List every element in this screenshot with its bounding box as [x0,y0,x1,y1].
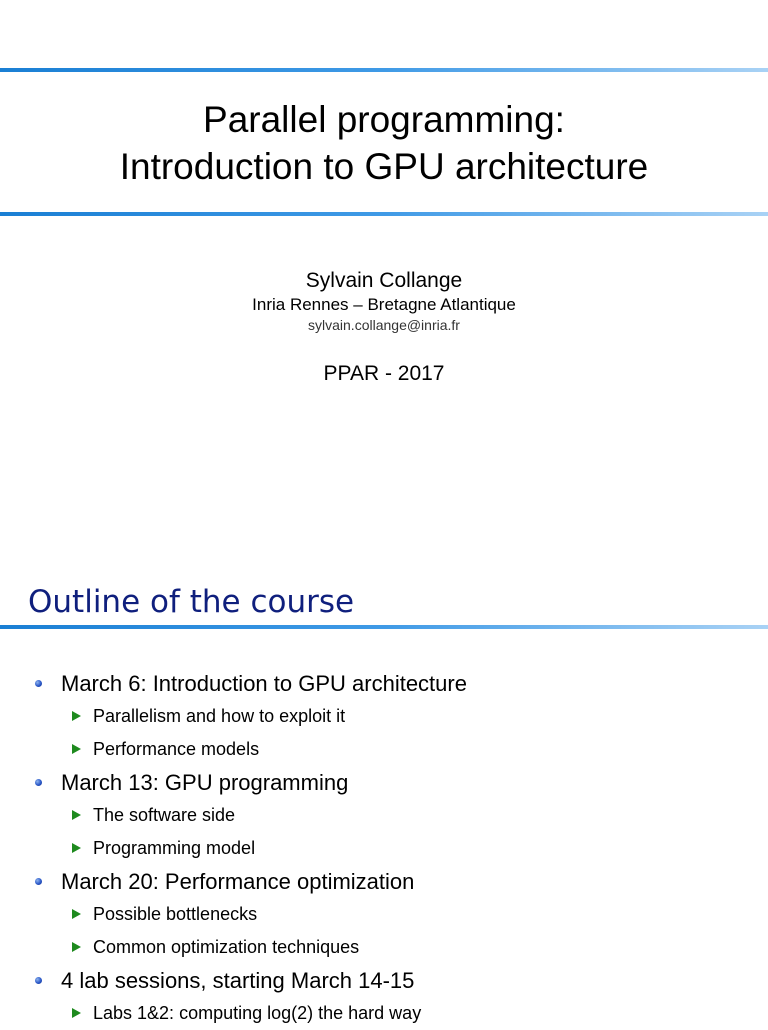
outline-item-text: 4 lab sessions, starting March 14-15 [61,968,415,993]
bullet-dot-icon [35,878,42,885]
title-bottom-rule [0,212,768,216]
title-top-rule [0,68,768,72]
bullet-dot-icon [35,680,42,687]
bullet-arrow-icon [72,942,81,952]
bullet-arrow-icon [72,909,81,919]
outline-item [0,667,768,700]
outline-subitem [0,733,768,766]
outline-subitem-text: Performance models [93,739,260,759]
outline-subitem-text: Programming model [93,838,256,858]
slide-title-line-1: Parallel programming: [203,99,565,140]
course-code: PPAR - 2017 [323,362,445,385]
outline-subitem-text: Labs 1&2: computing log(2) the hard way [93,1003,422,1023]
outline-item [0,766,768,799]
bullet-dot-icon [35,977,42,984]
outline-list [0,667,768,1030]
author-email: sylvain.collange@inria.fr [308,317,460,333]
outline-subitem-text: Parallelism and how to exploit it [93,706,346,726]
outline-subitem [0,997,768,1030]
slide-title-line-2: Introduction to GPU architecture [119,146,649,187]
bullet-arrow-icon [72,744,81,754]
bullet-arrow-icon [72,1008,81,1018]
author-affiliation: Inria Rennes – Bretagne Atlantique [252,295,516,314]
outline-item [0,964,768,997]
outline-subitem-text: Common optimization techniques [93,937,360,957]
outline-subitem [0,832,768,865]
outline-item-text: March 6: Introduction to GPU architecture [61,671,467,696]
outline-subitem [0,799,768,832]
outline-subitem [0,700,768,733]
outline-item-text: March 13: GPU programming [61,770,349,795]
outline-subitem [0,931,768,964]
outline-item [0,865,768,898]
outline-subitem-text: The software side [93,805,236,825]
bullet-arrow-icon [72,711,81,721]
outline-subitem-text: Possible bottlenecks [93,904,258,924]
bullet-arrow-icon [72,843,81,853]
outline-subitem [0,898,768,931]
outline-title: Outline of the course [28,584,355,620]
bullet-arrow-icon [72,810,81,820]
bullet-dot-icon [35,779,42,786]
outline-item-text: March 20: Performance optimization [61,869,415,894]
outline-title-rule [0,625,768,629]
author-name: Sylvain Collange [305,269,463,292]
